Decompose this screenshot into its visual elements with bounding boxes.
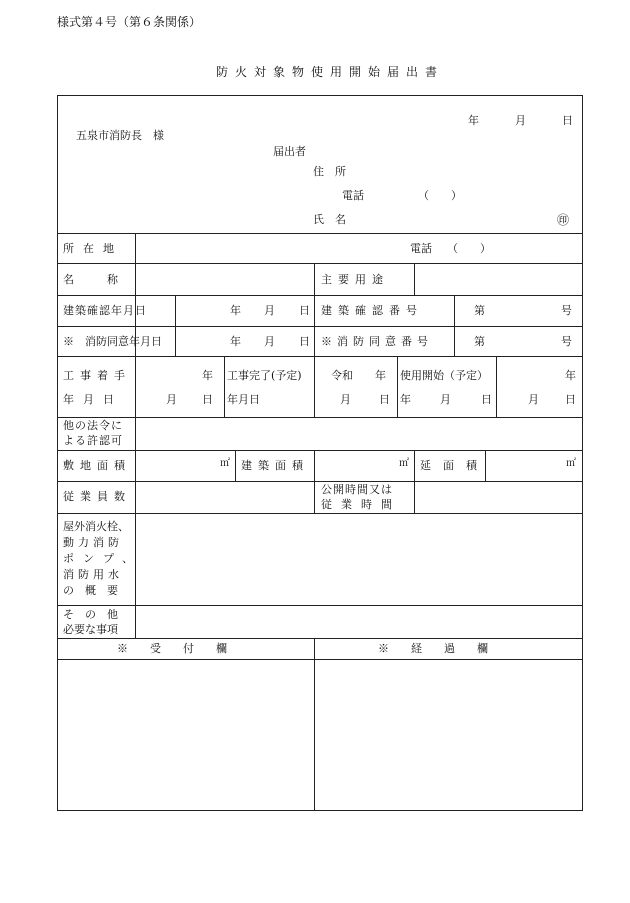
col-divider <box>454 295 455 356</box>
building-area-label: 建築面積 <box>241 459 309 472</box>
month-label: 月 <box>166 393 177 406</box>
month-label: 月 <box>264 335 275 348</box>
month-label: 月 <box>528 393 539 406</box>
date-month-label: 月 <box>515 114 526 127</box>
col-divider <box>314 263 315 356</box>
col-divider <box>314 450 315 481</box>
build-confirm-no-label: 建築確認番号 <box>321 304 423 317</box>
addressee: 五泉市消防長 様 <box>76 129 164 142</box>
no-suffix: 号 <box>561 335 572 348</box>
other-law-label-1: 他の法令に <box>63 419 123 432</box>
outdoor-label-2: 動力消防 <box>63 536 123 549</box>
construction-end-label-1: 工事完了(予定) <box>227 369 302 382</box>
form-number-label: 様式第４号（第６条関係） <box>57 15 202 29</box>
month-label: 月 <box>340 393 351 406</box>
col-divider <box>314 638 315 811</box>
site-area-unit: ㎡ <box>220 458 230 469</box>
main-use-label: 主要用途 <box>321 273 389 286</box>
col-divider <box>496 356 497 417</box>
year-label: 年 <box>565 369 576 382</box>
day-label: 日 <box>299 335 310 348</box>
open-hours-label-2: 従業時間 <box>321 498 401 511</box>
outdoor-label-1: 屋外消火栓、 <box>63 520 129 533</box>
day-label: 日 <box>299 304 310 317</box>
outdoor-label-3: ポンプ、 <box>63 552 143 565</box>
phone-area-code: （ ） <box>418 189 462 202</box>
fire-consent-date-label: ※ 消防同意年月日 <box>63 335 162 348</box>
col-divider <box>235 450 236 481</box>
open-hours-label-1: 公開時間又は <box>321 483 393 496</box>
other-law-label-2: よる許認可 <box>63 434 123 447</box>
col-divider <box>397 356 398 417</box>
col-divider <box>414 450 415 481</box>
building-area-unit: ㎡ <box>399 458 409 469</box>
col-divider <box>175 295 176 356</box>
year-label: 年 <box>230 304 241 317</box>
form-title: 防火対象物使用開始届出書 <box>216 65 445 79</box>
year-label: 年 <box>400 393 411 406</box>
use-start-label-1: 使用開始（予定） <box>400 369 488 382</box>
date-year-label: 年 <box>468 114 479 127</box>
location-phone-code: （ ） <box>447 242 491 255</box>
outdoor-label-5: の概要 <box>63 584 129 597</box>
construction-end-label-2: 年月日 <box>227 393 260 406</box>
phone-label: 電話 <box>342 189 364 202</box>
construction-start-label-2: 年月日 <box>63 393 123 406</box>
year-label: 年 <box>202 369 213 382</box>
other-label-2: 必要な事項 <box>63 623 118 636</box>
date-day-label: 日 <box>562 114 573 127</box>
col-divider <box>314 356 315 417</box>
floor-area-unit: ㎡ <box>566 458 576 469</box>
applicant-label: 届出者 <box>273 145 306 158</box>
construction-start-label-1: 工事着手 <box>63 369 131 382</box>
col-divider <box>414 263 415 295</box>
reiwa-label: 令和 <box>331 369 353 382</box>
no-suffix: 号 <box>561 304 572 317</box>
site-area-label: 敷地面積 <box>63 459 131 472</box>
reception-column-header: ※ 受 付 欄 <box>117 642 227 655</box>
day-label: 日 <box>481 393 492 406</box>
month-label: 月 <box>264 304 275 317</box>
seal-mark: ㊞ <box>557 213 570 227</box>
col-divider <box>414 481 415 513</box>
location-phone-label: 電話 <box>410 242 432 255</box>
day-label: 日 <box>202 393 213 406</box>
row-divider <box>57 638 583 639</box>
location-label: 所在地 <box>63 242 123 255</box>
col-divider <box>224 356 225 417</box>
outdoor-label-4: 消防用水 <box>63 568 123 581</box>
employees-label: 従業員数 <box>63 490 131 503</box>
fire-consent-no-label: ※消防同意番号 <box>321 335 433 348</box>
progress-column-header: ※ 経 過 欄 <box>378 642 488 655</box>
no-prefix: 第 <box>474 304 485 317</box>
year-label: 年 <box>375 369 386 382</box>
day-label: 日 <box>565 393 576 406</box>
build-confirm-date-label: 建築確認年月日 <box>63 304 147 317</box>
address-label: 住 所 <box>313 165 346 178</box>
row-divider <box>57 659 583 660</box>
floor-area-label: 延面積 <box>420 459 489 472</box>
name-row-label: 名称 <box>63 273 151 286</box>
no-prefix: 第 <box>474 335 485 348</box>
other-label-1: その他 <box>63 608 129 621</box>
day-label: 日 <box>379 393 390 406</box>
year-label: 年 <box>230 335 241 348</box>
col-divider <box>314 481 315 513</box>
name-label: 氏 名 <box>313 213 346 226</box>
month-label: 月 <box>440 393 451 406</box>
col-divider <box>135 233 136 638</box>
